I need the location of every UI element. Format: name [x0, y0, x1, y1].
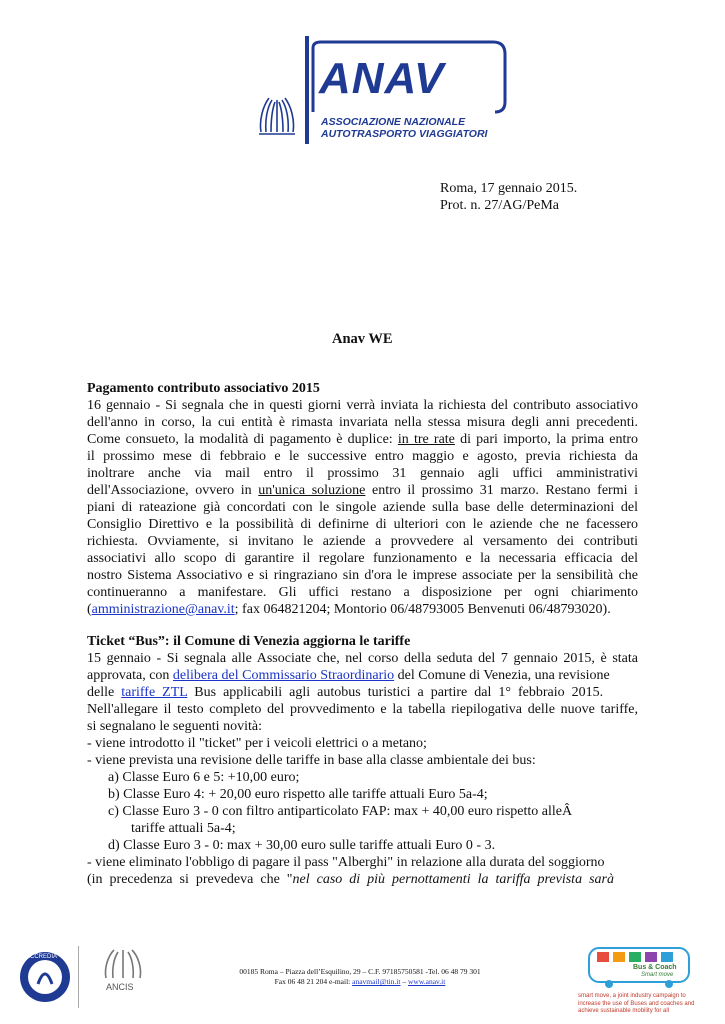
section2-line: 15 gennaio - Si segnala alle Associate che, nel corso della seduta del 7 gennaio 2015, è stata — [87, 651, 638, 666]
confindustria-emblem-icon — [255, 92, 299, 138]
tariffe-ztl-link[interactable]: tariffe ZTL — [121, 685, 188, 700]
document-date: Roma, 17 gennaio 2015. — [440, 181, 578, 196]
section1-line: dell'anno in corso, la cui entità è rimasta invariata nella stessa misura degli anni precedenti. — [87, 415, 638, 430]
footer-website-link[interactable]: www.anav.it — [408, 977, 446, 986]
bullet-item: - viene eliminato l'obbligo di pagare il pass "Alberghi" in relazione alla durata del soggiorno — [87, 855, 605, 870]
section2-line: delle tariffe ZTL Bus applicabili agli autobus turistici a partire dal 1° febbraio 2015. — [87, 685, 604, 700]
logo-subtitle-2: AUTOTRASPORTO VIAGGIATORI — [321, 128, 488, 140]
section1-line: il prossimo mese di febbraio e le successive entro maggio e agosto, previa richiesta da — [87, 449, 638, 464]
section2-line: approvata, con delibera del Commissario Straordinario del Comune di Venezia, una revisione — [87, 668, 610, 683]
sub-item-c: c) Classe Euro 3 - 0 con filtro antiparticolato FAP: max + 40,00 euro rispetto alleÂ — [108, 804, 573, 819]
footer-contacts: Fax 06 48 21 204 e-mail: anavmail@tin.it – www.anav.it — [274, 977, 446, 986]
section1-line: nostro Sistema Associativo e si ringraziano sin d'ora le imprese associate per la sensibilità che — [87, 568, 638, 583]
contact-open: ( — [87, 602, 92, 617]
accredia-logo: ACCREDIA — [18, 950, 72, 1004]
underlined-text: in tre rate — [397, 432, 455, 447]
divider — [78, 946, 79, 1008]
section1-line: richiesta. Ovviamente, si invitano le aziende a provvedere al versamento dei contributi — [87, 534, 638, 549]
section1-line: Come consueto, la modalità di pagamento è duplice: in tre rate di pari importo, la prima entro — [87, 432, 638, 447]
bullet-item: - viene introdotto il "ticket" per i veicoli elettrici o a metano; — [87, 736, 427, 751]
protocol-number: Prot. n. 27/AG/PeMa — [440, 198, 559, 213]
anav-logo — [255, 36, 515, 146]
bus-coach-campaign-logo: Bus & Coach Smart move — [585, 942, 695, 992]
section1-line: 16 gennaio - Si segnala che in questi giorni verrà inviata la richiesta del contributo associativo — [87, 398, 638, 413]
section1-line: continueranno a manifestare. Gli uffici restano a disposizione per ogni chiarimento — [87, 585, 638, 600]
footer-address: 00185 Roma – Piazza dell’Esquilino, 29 – C.F. 97185750581 -Tel. 06 48 79 301 — [239, 967, 481, 976]
footer-email-link[interactable]: anavmail@tin.it — [352, 977, 401, 986]
section2-last-line: (in precedenza si prevedeva che "nel caso di più pernottamenti la tariffa prevista sarà — [87, 872, 614, 887]
section1-line: Consiglio Direttivo e la possibilità di definirne di ulteriori con le aziende che ne facessero — [87, 517, 638, 532]
sub-item-b: b) Classe Euro 4: + 20,00 euro rispetto alle tariffe attuali Euro 5a-4; — [108, 787, 488, 802]
section2-heading: Ticket “Bus”: il Comune di Venezia aggiorna le tariffe — [87, 634, 411, 649]
section1-line: piani di rateazione già concordati con le singole aziende sulla base delle determinazioni del — [87, 500, 638, 515]
logo-wordmark: ANAV — [319, 54, 445, 103]
campaign-tagline: smart move, a joint industry campaign to increase the use of Buses and coaches and achieve sustainable mobility for all — [578, 993, 695, 1014]
section1-line: associativi allo scopo di garantire il regolare funzionamento e la necessaria efficacia del — [87, 551, 638, 566]
contact-rest: ; fax 064821204; Montorio 06/48793005 Benvenuti 06/48793020). — [234, 602, 611, 617]
section1-line: inoltrare anche via mail entro il prossimo 31 gennaio agli uffici amministrativi — [87, 466, 638, 481]
contact-email-link[interactable]: amministrazione@anav.it — [91, 602, 235, 617]
underlined-text: un'unica soluzione — [258, 483, 366, 498]
delibera-link[interactable]: delibera del Commissario Straordinario — [172, 668, 395, 683]
sub-item-c-cont: tariffe attuali 5a-4; — [131, 821, 236, 836]
section2-line: Nell'allegare il testo completo del provvedimento e la tabella riepilogativa delle nuove tariffe, — [87, 702, 638, 717]
section1-contact-line — [87, 601, 611, 618]
section1-line: dell'Associazione, ovvero in un'unica soluzione entro il prossimo 31 marzo. Restano fermi i — [87, 483, 638, 498]
sub-item-d: d) Classe Euro 3 - 0: max + 30,00 euro sulle tariffe attuali Euro 0 - 3. — [108, 838, 496, 853]
bullet-item: - viene prevista una revisione delle tariffe in base alla classe ambientale dei bus: — [87, 753, 536, 768]
ancis-logo: ANCIS — [98, 946, 148, 1008]
sub-item-a: a) Classe Euro 6 e 5: +10,00 euro; — [108, 770, 300, 785]
newsletter-title: Anav WE — [332, 331, 393, 347]
section2-line: si segnalano le seguenti novità: — [87, 719, 262, 734]
ancis-emblem-icon — [98, 946, 148, 982]
section1-heading: Pagamento contributo associativo 2015 — [87, 381, 320, 396]
logo-subtitle-1: ASSOCIAZIONE NAZIONALE — [321, 116, 466, 128]
